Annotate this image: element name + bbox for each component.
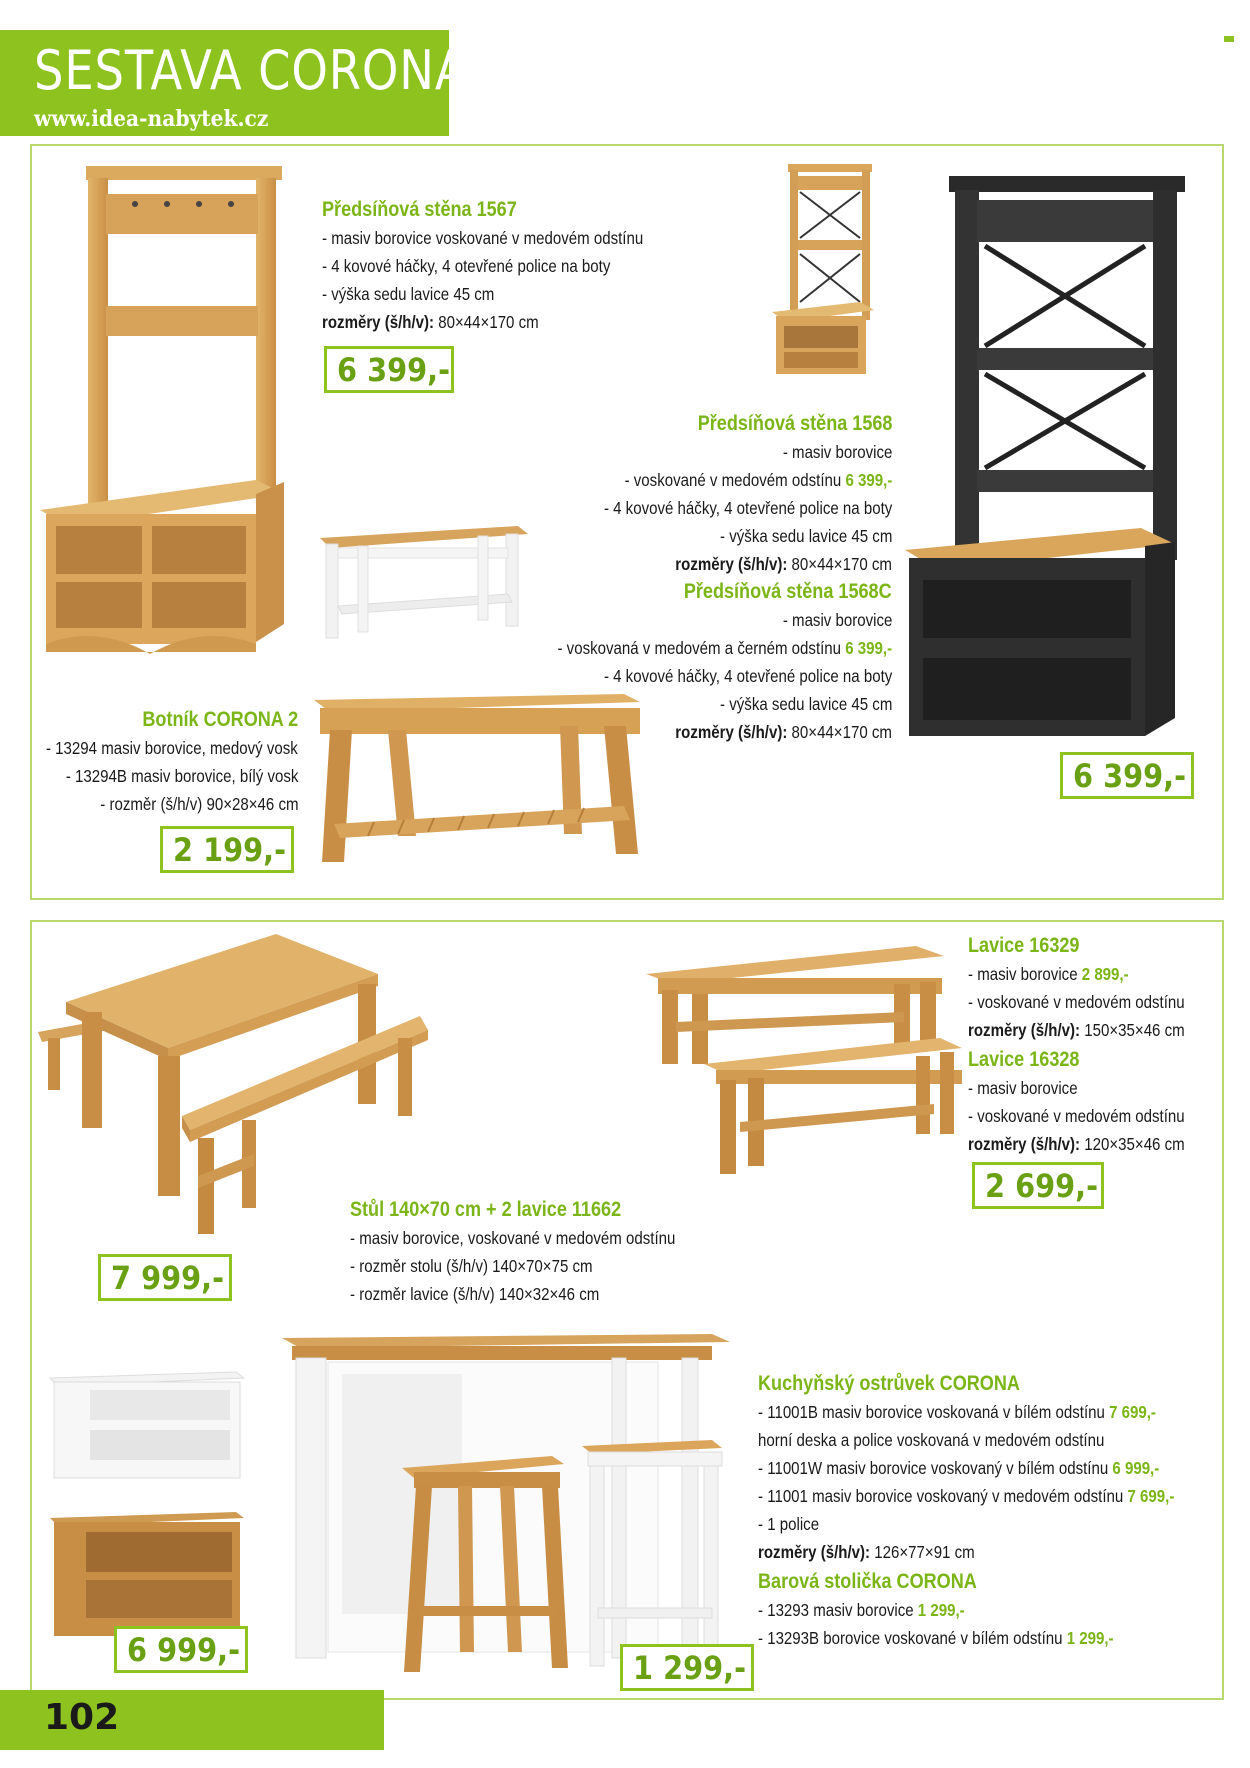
inline-price: 7 699,- — [1127, 1486, 1175, 1506]
spec-line: - 11001W masiv borovice voskovaný v bílém odstínu 6 999,- — [758, 1458, 1160, 1478]
inline-price: 6 399,- — [845, 638, 892, 658]
spec-line: - výška sedu lavice 45 cm — [322, 284, 495, 304]
spec-line: - 13293 masiv borovice 1 299,- — [758, 1600, 965, 1620]
price-tag-1567: 6 399,- — [324, 346, 454, 393]
spec-line: - 4 kovové háčky, 4 otevřené police na boty — [603, 498, 892, 518]
kitchen-island-small-image — [50, 1368, 250, 1648]
price-tag-botnik: 2 199,- — [160, 826, 294, 873]
corner-mark — [1224, 36, 1234, 42]
spec-line: - 4 kovové háčky, 4 otevřené police na boty — [322, 256, 611, 276]
dims-label: rozměry (š/h/v): — [322, 312, 435, 332]
dims-value: 80×44×170 cm — [438, 312, 539, 332]
spec-line: - 11001B masiv borovice voskovaná v bílém odstínu 7 699,- — [758, 1402, 1156, 1422]
spec-line: - 13294 masiv borovice, medový vosk — [46, 738, 298, 758]
spec-line: - voskovaná v medovém a černém odstínu 6 399,- — [557, 638, 892, 658]
inline-price: 2 899,- — [1081, 964, 1129, 984]
dining-table-set-image — [38, 930, 438, 1240]
bench-16329-16328-image — [644, 946, 964, 1176]
spec-line: - masiv borovice — [782, 610, 892, 630]
spec-line: - výška sedu lavice 45 cm — [719, 694, 892, 714]
spec-line: - masiv borovice voskované v medovém odstínu — [322, 228, 644, 248]
price-tag-lavice: 2 699,- — [972, 1162, 1104, 1209]
product-title-lavice-16328: Lavice 16328 — [968, 1048, 1080, 1071]
website-url[interactable]: www.idea-nabytek.cz — [34, 106, 269, 132]
spec-line: - 13294B masiv borovice, bílý vosk — [65, 766, 298, 786]
inline-price: 6 399,- — [845, 470, 892, 490]
dims-line: rozměry (š/h/v): 150×35×46 cm — [968, 1020, 1185, 1040]
product-title-1567: Předsíňová stěna 1567 — [322, 198, 517, 221]
hall-stand-1568c-image — [905, 170, 1195, 750]
dims-line: rozměry (š/h/v): 80×44×170 cm — [675, 554, 892, 574]
spec-line: horní deska a police voskovaná v medovém odstínu — [758, 1430, 1105, 1450]
price-tag-stul: 7 999,- — [98, 1254, 232, 1301]
dims-line — [322, 308, 539, 336]
product-title-1568c: Předsíňová stěna 1568C — [684, 580, 892, 603]
inline-price: 1 299,- — [1066, 1628, 1114, 1648]
spec-line: - masiv borovice — [782, 442, 892, 462]
dims-line: rozměry (š/h/v): 120×35×46 cm — [968, 1134, 1185, 1154]
bar-stool-image — [392, 1438, 732, 1678]
product-title-stolicka: Barová stolička CORONA — [758, 1570, 977, 1593]
hall-stand-1568-image — [768, 162, 878, 382]
spec-line: - voskované v medovém odstínu — [968, 992, 1185, 1012]
hall-stand-1567-image — [38, 164, 288, 664]
product-title-1568: Předsíňová stěna 1568 — [697, 412, 892, 435]
inline-price: 7 699,- — [1109, 1402, 1156, 1422]
inline-price: 1 299,- — [917, 1600, 965, 1620]
spec-line: - rozměr stolu (š/h/v) 140×70×75 cm — [350, 1256, 593, 1276]
shoe-bench-wood-image — [304, 686, 650, 866]
inline-price: 6 999,- — [1112, 1458, 1160, 1478]
product-title-ostruvek: Kuchyňský ostrůvek CORONA — [758, 1372, 1020, 1395]
product-title-botnik: Botník CORONA 2 — [142, 708, 298, 731]
dims-line: rozměry (š/h/v): 80×44×170 cm — [675, 722, 892, 742]
spec-line: - 1 police — [758, 1514, 820, 1534]
page-number: 102 — [44, 1697, 120, 1738]
spec-line: - 11001 masiv borovice voskovaný v medovém odstínu 7 699,- — [758, 1486, 1175, 1506]
spec-line: - masiv borovice, voskované v medovém odstínu — [350, 1228, 676, 1248]
spec-line: - výška sedu lavice 45 cm — [719, 526, 892, 546]
spec-line: - masiv borovice 2 899,- — [968, 964, 1129, 984]
spec-line: - rozměr (š/h/v) 90×28×46 cm — [99, 794, 298, 814]
price-tag-1568c: 6 399,- — [1060, 752, 1194, 799]
product-title-lavice-16329: Lavice 16329 — [968, 934, 1080, 957]
page-title: SESTAVA CORONA — [34, 39, 468, 102]
spec-line: - rozměr lavice (š/h/v) 140×32×46 cm — [350, 1284, 600, 1304]
spec-line: - 4 kovové háčky, 4 otevřené police na boty — [603, 666, 892, 686]
dims-line: rozměry (š/h/v): 126×77×91 cm — [758, 1542, 975, 1562]
spec-line: - masiv borovice — [968, 1078, 1078, 1098]
price-tag-ostruvek: 6 999,- — [114, 1626, 248, 1673]
price-tag-stolicka: 1 299,- — [620, 1644, 754, 1691]
spec-line: - voskované v medovém odstínu — [968, 1106, 1185, 1126]
spec-line: - 13293B borovice voskované v bílém odstínu 1 299,- — [758, 1628, 1114, 1648]
product-title-stul: Stůl 140×70 cm + 2 lavice 11662 — [350, 1198, 622, 1221]
spec-line: - voskované v medovém odstínu 6 399,- — [624, 470, 892, 490]
shoe-bench-white-image — [318, 522, 528, 642]
